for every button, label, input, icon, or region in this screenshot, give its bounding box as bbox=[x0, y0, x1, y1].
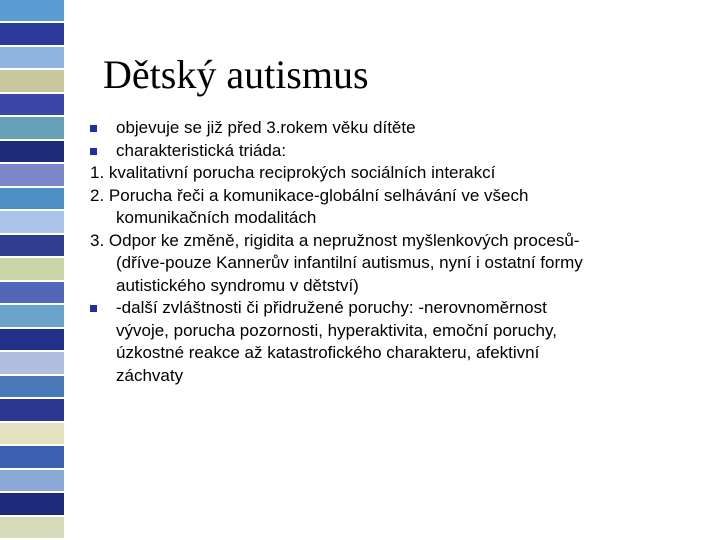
numbered-line bbox=[90, 162, 680, 185]
continuation-line bbox=[90, 342, 680, 365]
line-text: vývoje, porucha pozornosti, hyperaktivita, emoční poruchy, bbox=[116, 320, 557, 340]
stripe-segment bbox=[0, 423, 64, 446]
stripe-segment bbox=[0, 329, 64, 352]
decorative-stripe-bar bbox=[0, 0, 64, 540]
stripe-segment bbox=[0, 188, 64, 211]
line-text: 2. Porucha řeči a komunikace-globální selhávání ve všech bbox=[90, 185, 529, 205]
line-text: 1. kvalitativní porucha reciprokých sociálních interakcí bbox=[90, 163, 496, 182]
line-text: úzkostné reakce až katastrofického charakteru, afektivní bbox=[116, 343, 540, 362]
square-bullet-icon bbox=[90, 125, 97, 132]
bullet-line bbox=[90, 140, 680, 163]
numbered-line bbox=[90, 185, 680, 208]
line-text: autistického syndromu v dětství) bbox=[116, 275, 359, 295]
line-text: charakteristická triáda: bbox=[116, 140, 287, 160]
stripe-segment bbox=[0, 235, 64, 258]
continuation-line bbox=[90, 275, 680, 298]
slide-title: Dětský autismus bbox=[103, 52, 369, 97]
square-bullet-icon bbox=[90, 305, 97, 312]
continuation-line bbox=[90, 320, 680, 343]
stripe-segment bbox=[0, 117, 64, 140]
stripe-segment bbox=[0, 517, 64, 540]
continuation-line bbox=[90, 252, 680, 275]
bullet-line bbox=[90, 297, 680, 320]
line-text: objevuje se již před 3.rokem věku dítěte bbox=[116, 118, 416, 137]
stripe-segment bbox=[0, 70, 64, 93]
stripe-segment bbox=[0, 305, 64, 328]
line-text: -další zvláštnosti či přidružené poruchy: -nerovnoměrnost bbox=[116, 298, 547, 317]
slide-body bbox=[90, 117, 680, 387]
continuation-line bbox=[90, 207, 680, 230]
continuation-line bbox=[90, 365, 680, 388]
line-text: (dříve-pouze Kannerův infantilní autismus, nyní i ostatní formy bbox=[116, 253, 583, 272]
line-text: záchvaty bbox=[116, 365, 184, 385]
stripe-segment bbox=[0, 352, 64, 375]
bullet-line bbox=[90, 117, 680, 140]
stripe-segment bbox=[0, 376, 64, 399]
stripe-segment bbox=[0, 164, 64, 187]
stripe-segment bbox=[0, 47, 64, 70]
stripe-segment bbox=[0, 211, 64, 234]
stripe-segment bbox=[0, 23, 64, 46]
stripe-segment bbox=[0, 258, 64, 281]
stripe-segment bbox=[0, 399, 64, 422]
stripe-segment bbox=[0, 0, 64, 23]
line-text: 3. Odpor ke změně, rigidita a nepružnost myšlenkových procesů- bbox=[90, 230, 580, 250]
stripe-segment bbox=[0, 94, 64, 117]
stripe-segment bbox=[0, 493, 64, 516]
stripe-segment bbox=[0, 446, 64, 469]
numbered-line bbox=[90, 230, 680, 253]
square-bullet-icon bbox=[90, 148, 97, 155]
stripe-segment bbox=[0, 141, 64, 164]
stripe-segment bbox=[0, 470, 64, 493]
stripe-segment bbox=[0, 282, 64, 305]
line-text: komunikačních modalitách bbox=[116, 208, 317, 227]
